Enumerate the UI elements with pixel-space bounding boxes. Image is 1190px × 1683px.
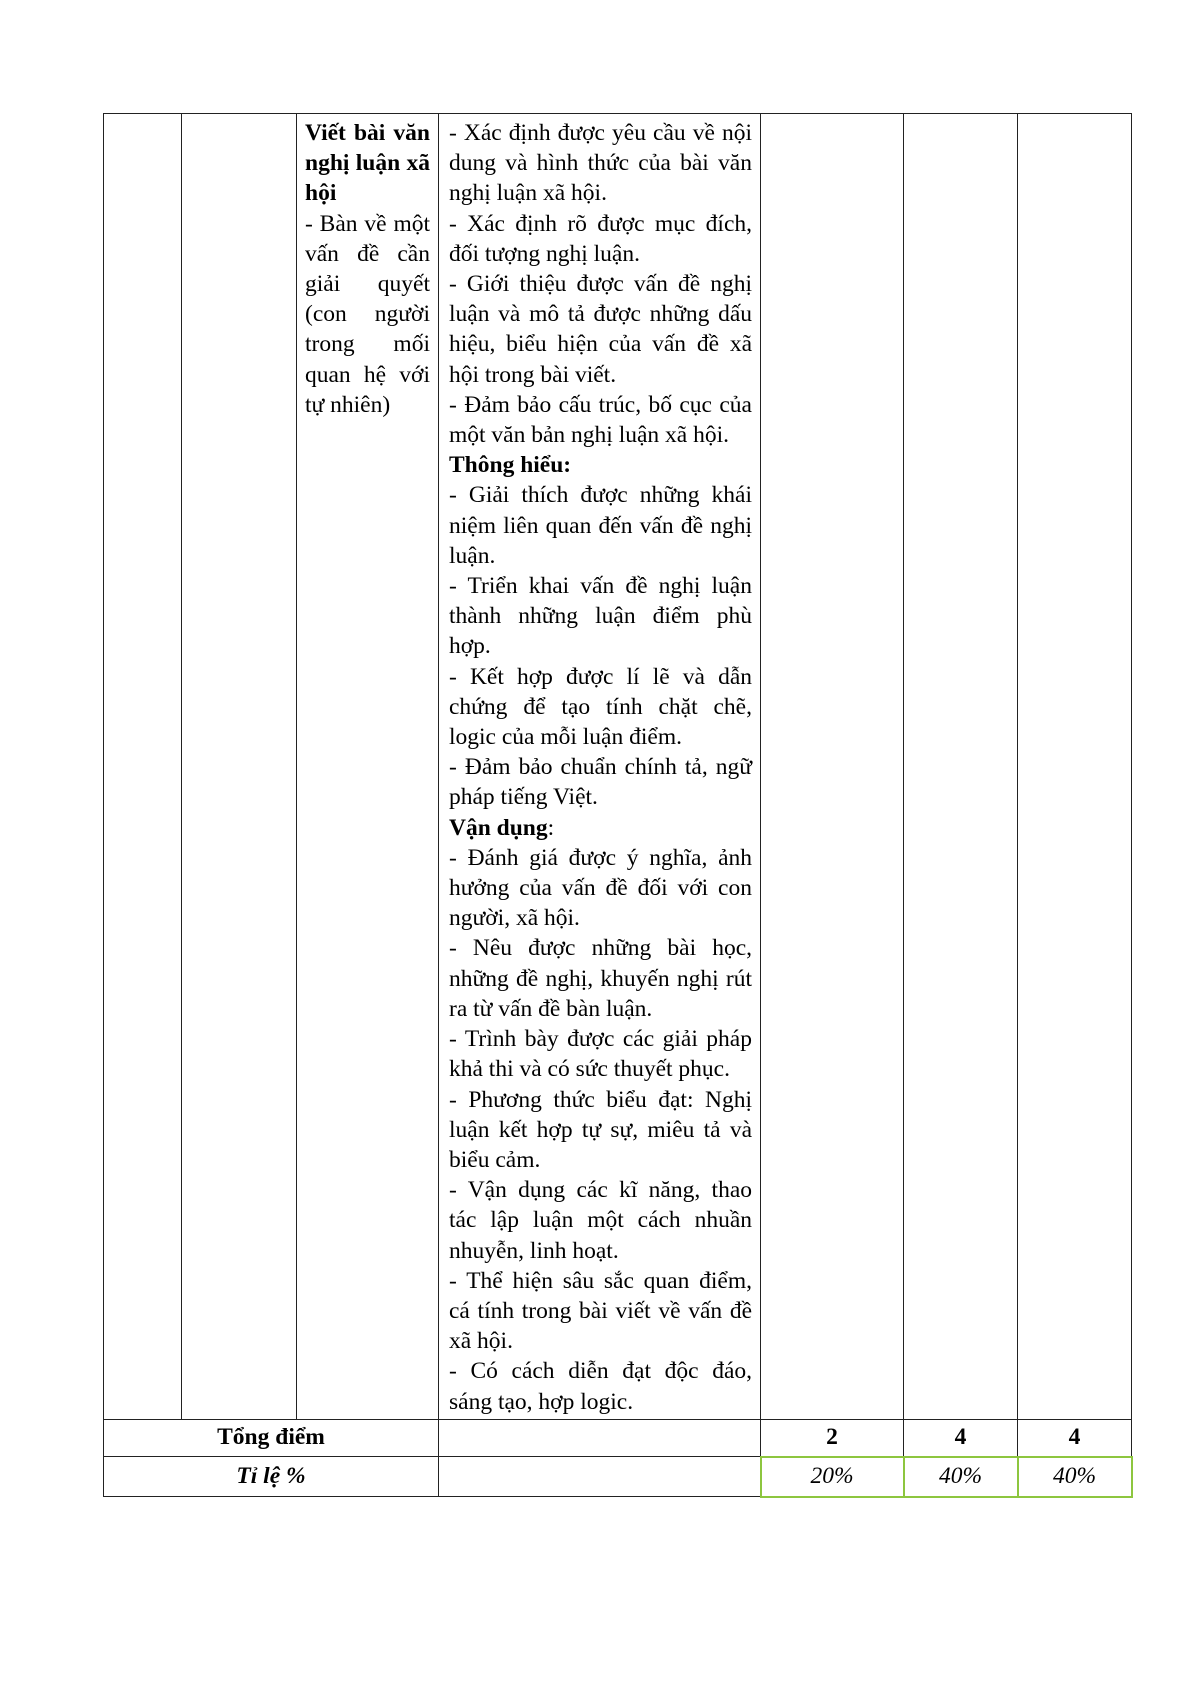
requirement-item: - Nêu được những bài học, những đề nghị, khuyến nghị rút ra từ vấn đề bàn luận.: [449, 935, 752, 1022]
table-row-writing-skill: [104, 114, 1132, 1420]
content-unit-description: - Bàn về một vấn đề cần giải quyết (con người trong mối quan hệ với tự nhiên): [305, 210, 430, 418]
cell-level-1-empty: [761, 114, 904, 1420]
cell-level-3-empty: [1018, 114, 1132, 1420]
requirement-item: - Vận dụng các kĩ năng, thao tác lập luận một cách nhuần nhuyễn, linh hoạt.: [449, 1177, 752, 1264]
ratio-label: Tỉ lệ %: [104, 1457, 439, 1497]
total-value-3: 4: [1018, 1419, 1132, 1457]
requirement-item: - Giải thích được những khái niệm liên quan đến vấn đề nghị luận.: [449, 482, 752, 569]
assessment-matrix-table: [103, 113, 1133, 1498]
total-value-2: 4: [904, 1419, 1018, 1457]
table-row-ratio: [104, 1457, 1132, 1497]
requirement-item: - Có cách diễn đạt độc đáo, sáng tạo, hợp logic.: [449, 1358, 752, 1415]
table-row-total: [104, 1419, 1132, 1457]
content-unit-title: Viết bài văn nghị luận xã hội: [305, 120, 430, 207]
cell-requirements: [439, 114, 761, 1420]
cell-number-empty: [104, 114, 182, 1420]
cell-level-2-empty: [904, 114, 1018, 1420]
total-label: Tổng điểm: [104, 1419, 439, 1457]
requirement-item: - Thể hiện sâu sắc quan điểm, cá tính trong bài viết về vấn đề xã hội.: [449, 1267, 752, 1355]
ratio-value-1: 20%: [761, 1457, 904, 1497]
van-dung-colon: :: [547, 814, 555, 841]
requirement-item: - Giới thiệu được vấn đề nghị luận và mô tả được những dấu hiệu, biểu hiện của vấn đề xã hội trong bài viết.: [449, 271, 752, 388]
requirements-list: [439, 114, 760, 1419]
requirement-item: - Triển khai vấn đề nghị luận thành những luận điểm phù hợp.: [449, 573, 752, 660]
requirement-item: - Đảm bảo chuẩn chính tả, ngữ pháp tiếng Việt.: [449, 754, 752, 811]
requirement-item: - Phương thức biểu đạt: Nghị luận kết hợp tự sự, miêu tả và biểu cảm.: [449, 1086, 752, 1173]
content-unit: [297, 114, 438, 420]
ratio-value-3: 40%: [1018, 1457, 1132, 1497]
thong-hieu-heading: Thông hiểu:: [449, 452, 572, 479]
van-dung-heading: Vận dụng: [449, 814, 548, 841]
total-empty-cell: [439, 1419, 761, 1457]
ratio-value-2: 40%: [904, 1457, 1018, 1497]
requirement-item: - Xác định rõ được mục đích, đối tượng nghị luận.: [449, 210, 752, 267]
total-value-1: 2: [761, 1419, 904, 1457]
cell-skill-empty: [182, 114, 297, 1420]
requirement-item: - Đảm bảo cấu trúc, bố cục của một văn bản nghị luận xã hội.: [449, 391, 752, 449]
requirement-item: - Trình bày được các giải pháp khả thi và có sức thuyết phục.: [449, 1026, 752, 1083]
van-dung-heading-line: [449, 813, 752, 843]
requirement-item: - Kết hợp được lí lẽ và dẫn chứng để tạo tính chặt chẽ, logic của mỗi luận điểm.: [449, 663, 752, 751]
requirement-item: - Xác định được yêu cầu về nội dung và hình thức của bài văn nghị luận xã hội.: [449, 120, 752, 207]
ratio-empty-cell: [439, 1457, 761, 1497]
cell-content-unit: [297, 114, 439, 1420]
requirement-item: - Đánh giá được ý nghĩa, ảnh hưởng của vấn đề đối với con người, xã hội.: [449, 844, 752, 932]
